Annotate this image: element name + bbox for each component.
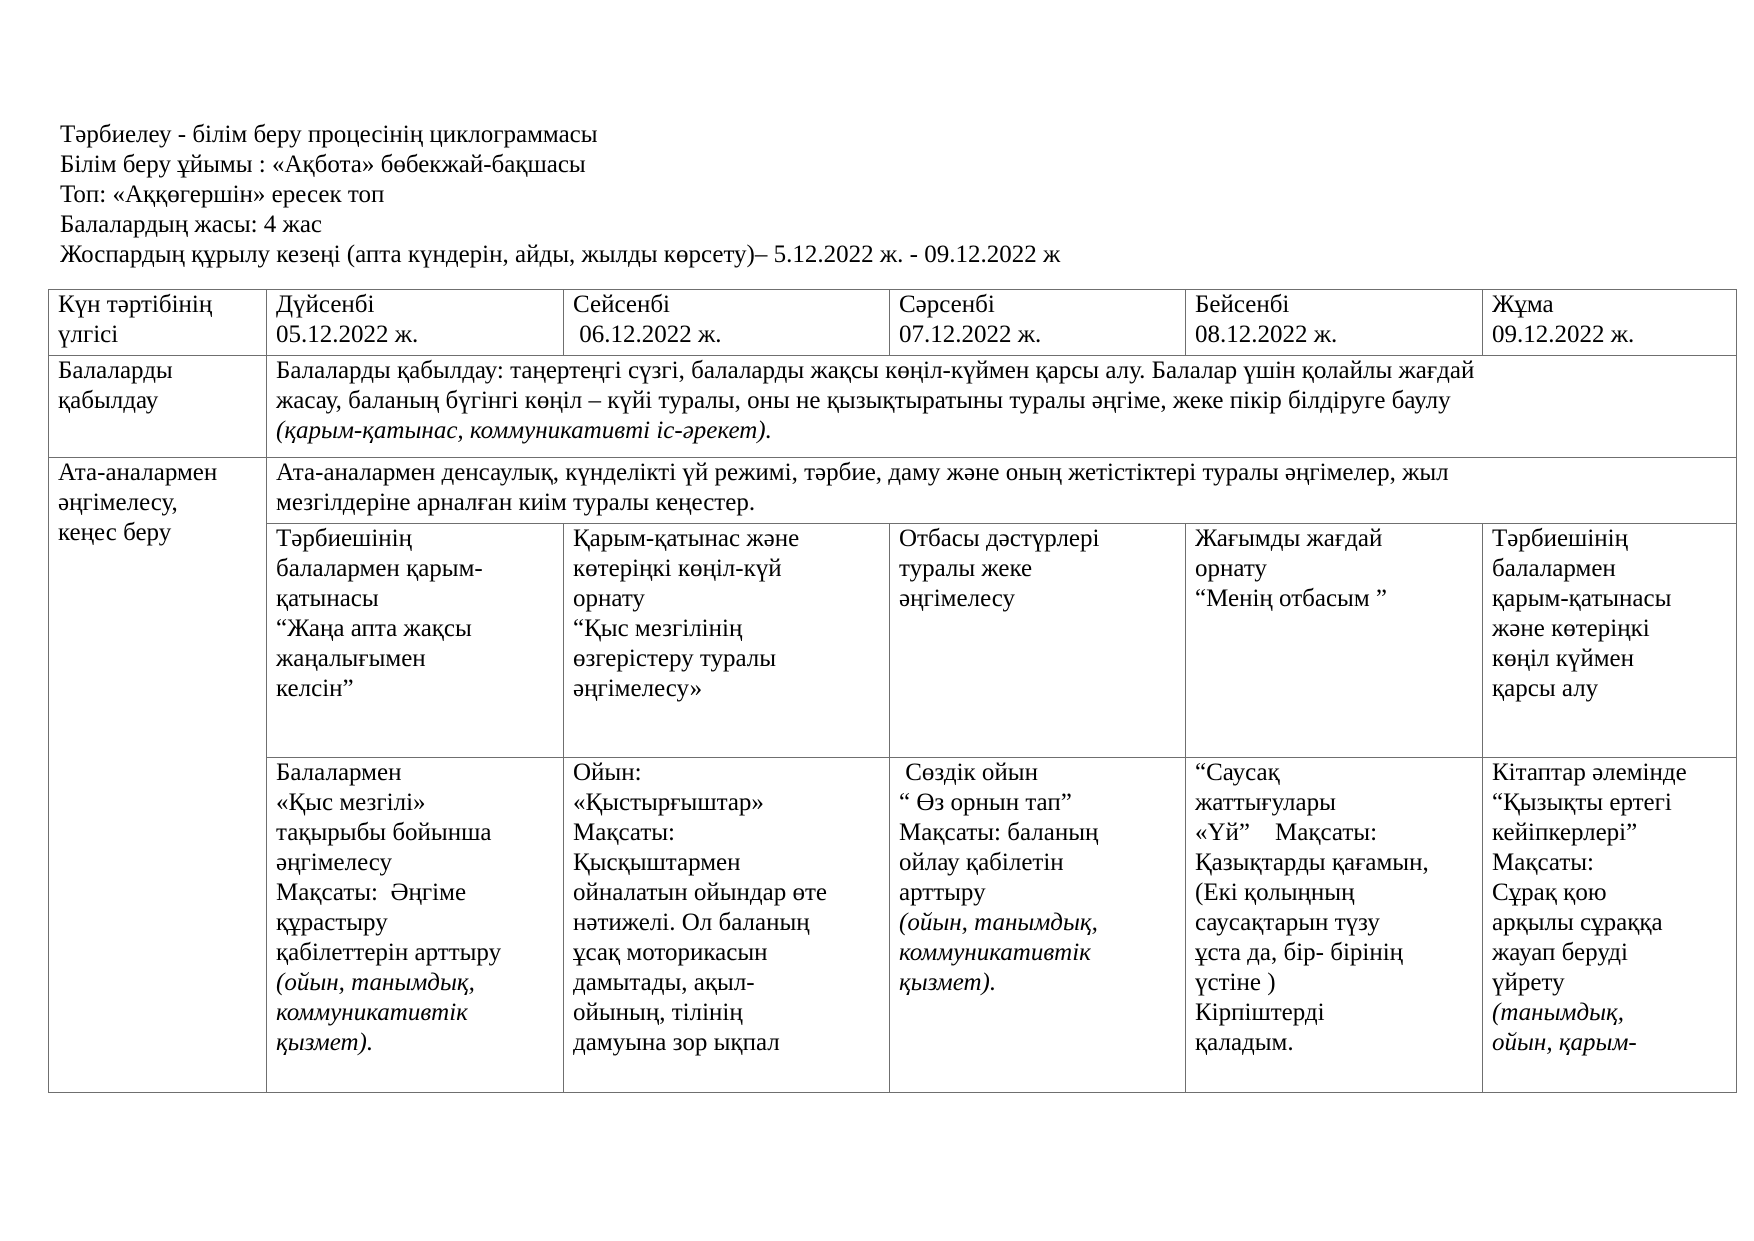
cell-line: Мақсаты: <box>573 819 675 846</box>
row-label: Ата-аналармен <box>58 459 218 486</box>
cell-line: дамуына зор ықпал <box>573 1029 780 1056</box>
cell-line: ойлау қабілетін <box>899 849 1064 876</box>
topic-cell-friday <box>1483 524 1737 758</box>
cell-line: ойналатын ойындар өте <box>573 879 827 906</box>
day-name: Жұма <box>1492 291 1554 318</box>
cell-line: балалармен <box>1492 555 1616 582</box>
accept-content-cell <box>267 356 1737 458</box>
cell-line-italic: ойын, қарым- <box>1492 1029 1637 1056</box>
table-row <box>49 758 1737 1093</box>
cell-line: ұсақ моторикасын <box>573 939 768 966</box>
header-text: үлгісі <box>58 321 119 348</box>
cell-line: әңгімелесу <box>899 585 1016 612</box>
cell-line: ойының, тілінің <box>573 999 743 1026</box>
period-line: Жоспардың құрылу кезеңі (апта күндерін, айды, жылды көрсету)– 5.12.2022 ж. - 09.12.2022 ж <box>60 241 1061 268</box>
cell-line: қарым-қатынасы <box>1492 585 1672 612</box>
content-line: жасау, баланың бүгінгі көңіл – күйі туралы, оны не қызықтыратыны туралы әңгіме, жеке пікір білдіруге баулу <box>276 387 1451 414</box>
cell-line: Мақсаты: <box>1492 849 1594 876</box>
day-date: 09.12.2022 ж. <box>1492 321 1635 348</box>
day-header-tuesday <box>564 290 890 356</box>
cell-line-italic: (ойын, танымдық, <box>899 909 1098 936</box>
cell-line-italic: қызмет). <box>899 969 997 996</box>
cell-line: арттыру <box>899 879 986 906</box>
cell-line: Тәрбиешінің <box>1492 525 1628 552</box>
topic-cell-thursday <box>1186 524 1483 758</box>
cell-line: орнату <box>573 585 645 612</box>
cell-line: Балалармен <box>276 759 402 786</box>
row-label: кеңес беру <box>58 519 172 546</box>
doc-title: Тәрбиелеу - білім беру процесінің циклограммасы <box>60 121 598 148</box>
cell-line: қарсы алу <box>1492 675 1599 702</box>
day-date: 08.12.2022 ж. <box>1195 321 1338 348</box>
cell-line: Қазықтарды қағамын, <box>1195 849 1429 876</box>
organization-line: Білім беру ұйымы : «Ақбота» бөбекжай-бақшасы <box>60 151 586 178</box>
day-name: Дүйсенбі <box>276 291 375 318</box>
cell-line: жаттығулары <box>1195 789 1336 816</box>
cell-line: кейіпкерлері” <box>1492 819 1638 846</box>
cell-line: Қысқыштармен <box>573 849 741 876</box>
parents-content-cell <box>267 458 1737 524</box>
topic-cell-monday <box>267 524 564 758</box>
day-header-monday <box>267 290 564 356</box>
cell-line: әңгімелесу» <box>573 675 703 702</box>
cell-line: келсін” <box>276 675 354 702</box>
game-cell-tuesday <box>564 758 890 1093</box>
cell-line: «Үй” Мақсаты: <box>1195 819 1378 846</box>
row-label: қабылдау <box>58 387 159 414</box>
day-header-friday <box>1483 290 1737 356</box>
cell-line-italic: қызмет). <box>276 1029 374 1056</box>
schedule-header-cell <box>49 290 267 356</box>
cell-line: “Қыс мезгілінің <box>573 615 743 642</box>
cell-line-italic: коммуникативтік <box>276 999 468 1026</box>
day-header-wednesday <box>890 290 1186 356</box>
cell-line: жаңалығымен <box>276 645 426 672</box>
topic-cell-wednesday <box>890 524 1186 758</box>
day-date: 05.12.2022 ж. <box>276 321 419 348</box>
age-line: Балалардың жасы: 4 жас <box>60 211 323 238</box>
cell-line: қабілеттерін арттыру <box>276 939 502 966</box>
cell-line: “ Өз орнын тап” <box>899 789 1072 816</box>
cell-line: балалармен қарым- <box>276 555 483 582</box>
cell-line: «Қыс мезгілі» <box>276 789 426 816</box>
cell-line: үйрету <box>1492 969 1565 996</box>
cell-line: “Қызықты ертегі <box>1492 789 1672 816</box>
cell-line: Тәрбиешінің <box>276 525 412 552</box>
cell-line: тақырыбы бойынша <box>276 819 492 846</box>
topic-cell-tuesday <box>564 524 890 758</box>
row-label-cell <box>49 356 267 458</box>
cell-line: Қарым-қатынас және <box>573 525 800 552</box>
cell-line: өзгерістеру туралы <box>573 645 777 672</box>
cell-line: “Менің отбасым ” <box>1195 585 1388 612</box>
cell-line: Сұрақ қою <box>1492 879 1607 906</box>
cell-line: “Саусақ <box>1195 759 1280 786</box>
cell-line: Жағымды жағдай <box>1195 525 1383 552</box>
content-line: Ата-аналармен денсаулық, күнделікті үй режимі, тәрбие, даму және оның жетістіктері туралы әңгімелер, жыл <box>276 459 1449 486</box>
cell-line: “Жаңа апта жақсы <box>276 615 472 642</box>
game-cell-friday <box>1483 758 1737 1093</box>
cell-line: ұста да, бір- бірінің <box>1195 939 1404 966</box>
day-date: 06.12.2022 ж. <box>573 321 722 348</box>
cell-line-italic: коммуникативтік <box>899 939 1091 966</box>
cell-line: орнату <box>1195 555 1267 582</box>
cell-line: көтеріңкі көңіл-күй <box>573 555 782 582</box>
cell-line-italic: (ойын, танымдық, <box>276 969 475 996</box>
game-cell-monday <box>267 758 564 1093</box>
day-name: Сейсенбі <box>573 291 670 318</box>
cell-line: жауап беруді <box>1492 939 1628 966</box>
cell-line-italic: (танымдық, <box>1492 999 1624 1026</box>
cell-line: көңіл күймен <box>1492 645 1635 672</box>
table-row <box>49 524 1737 758</box>
cell-line: Мақсаты: баланың <box>899 819 1099 846</box>
group-line: Топ: «Аққөгершін» ересек топ <box>60 181 385 208</box>
cell-line: қатынасы <box>276 585 379 612</box>
header-text: Күн тәртібінің <box>58 291 213 318</box>
cell-line: Кірпіштерді <box>1195 999 1325 1026</box>
row-label: Балаларды <box>58 357 173 384</box>
cell-line: Сөздік ойын <box>899 759 1038 786</box>
cell-line: нәтижелі. Ол баланың <box>573 909 810 936</box>
day-header-thursday <box>1186 290 1483 356</box>
content-line: мезгілдеріне арналған киім туралы кеңестер. <box>276 489 756 516</box>
cell-line: Мақсаты: Әңгіме <box>276 879 467 906</box>
cell-line: Ойын: <box>573 759 642 786</box>
day-name: Бейсенбі <box>1195 291 1290 318</box>
cell-line: «Қыстырғыштар» <box>573 789 764 816</box>
row-label-cell <box>49 458 267 1093</box>
content-line-italic: (қарым-қатынас, коммуникативті іс-әрекет). <box>276 417 772 444</box>
cell-line: және көтеріңкі <box>1492 615 1650 642</box>
cell-line: қаладым. <box>1195 1029 1294 1056</box>
cell-line: Отбасы дәстүрлері <box>899 525 1100 552</box>
cell-line: әңгімелесу <box>276 849 393 876</box>
game-cell-thursday <box>1186 758 1483 1093</box>
day-date: 07.12.2022 ж. <box>899 321 1042 348</box>
cell-line: (Екі қолыңның <box>1195 879 1355 906</box>
table-row <box>49 458 1737 524</box>
cell-line: құрастыру <box>276 909 388 936</box>
cell-line: дамытады, ақыл- <box>573 969 755 996</box>
row-label: әңгімелесу, <box>58 489 178 516</box>
day-name: Сәрсенбі <box>899 291 995 318</box>
cell-line: туралы жеке <box>899 555 1033 582</box>
document-header <box>60 120 1700 270</box>
cell-line: үстіне ) <box>1195 969 1276 996</box>
content-line: Балаларды қабылдау: таңертеңгі сүзгі, балаларды жақсы көңіл-күймен қарсы алу. Балалар үшін қолайлы жағдай <box>276 357 1475 384</box>
cell-line: арқылы сұраққа <box>1492 909 1663 936</box>
cell-line: Кітаптар әлемінде <box>1492 759 1687 786</box>
table-row <box>49 356 1737 458</box>
game-cell-wednesday <box>890 758 1186 1093</box>
table-header-row <box>49 290 1737 356</box>
plan-table <box>48 289 1737 1093</box>
cell-line: саусақтарын түзу <box>1195 909 1380 936</box>
